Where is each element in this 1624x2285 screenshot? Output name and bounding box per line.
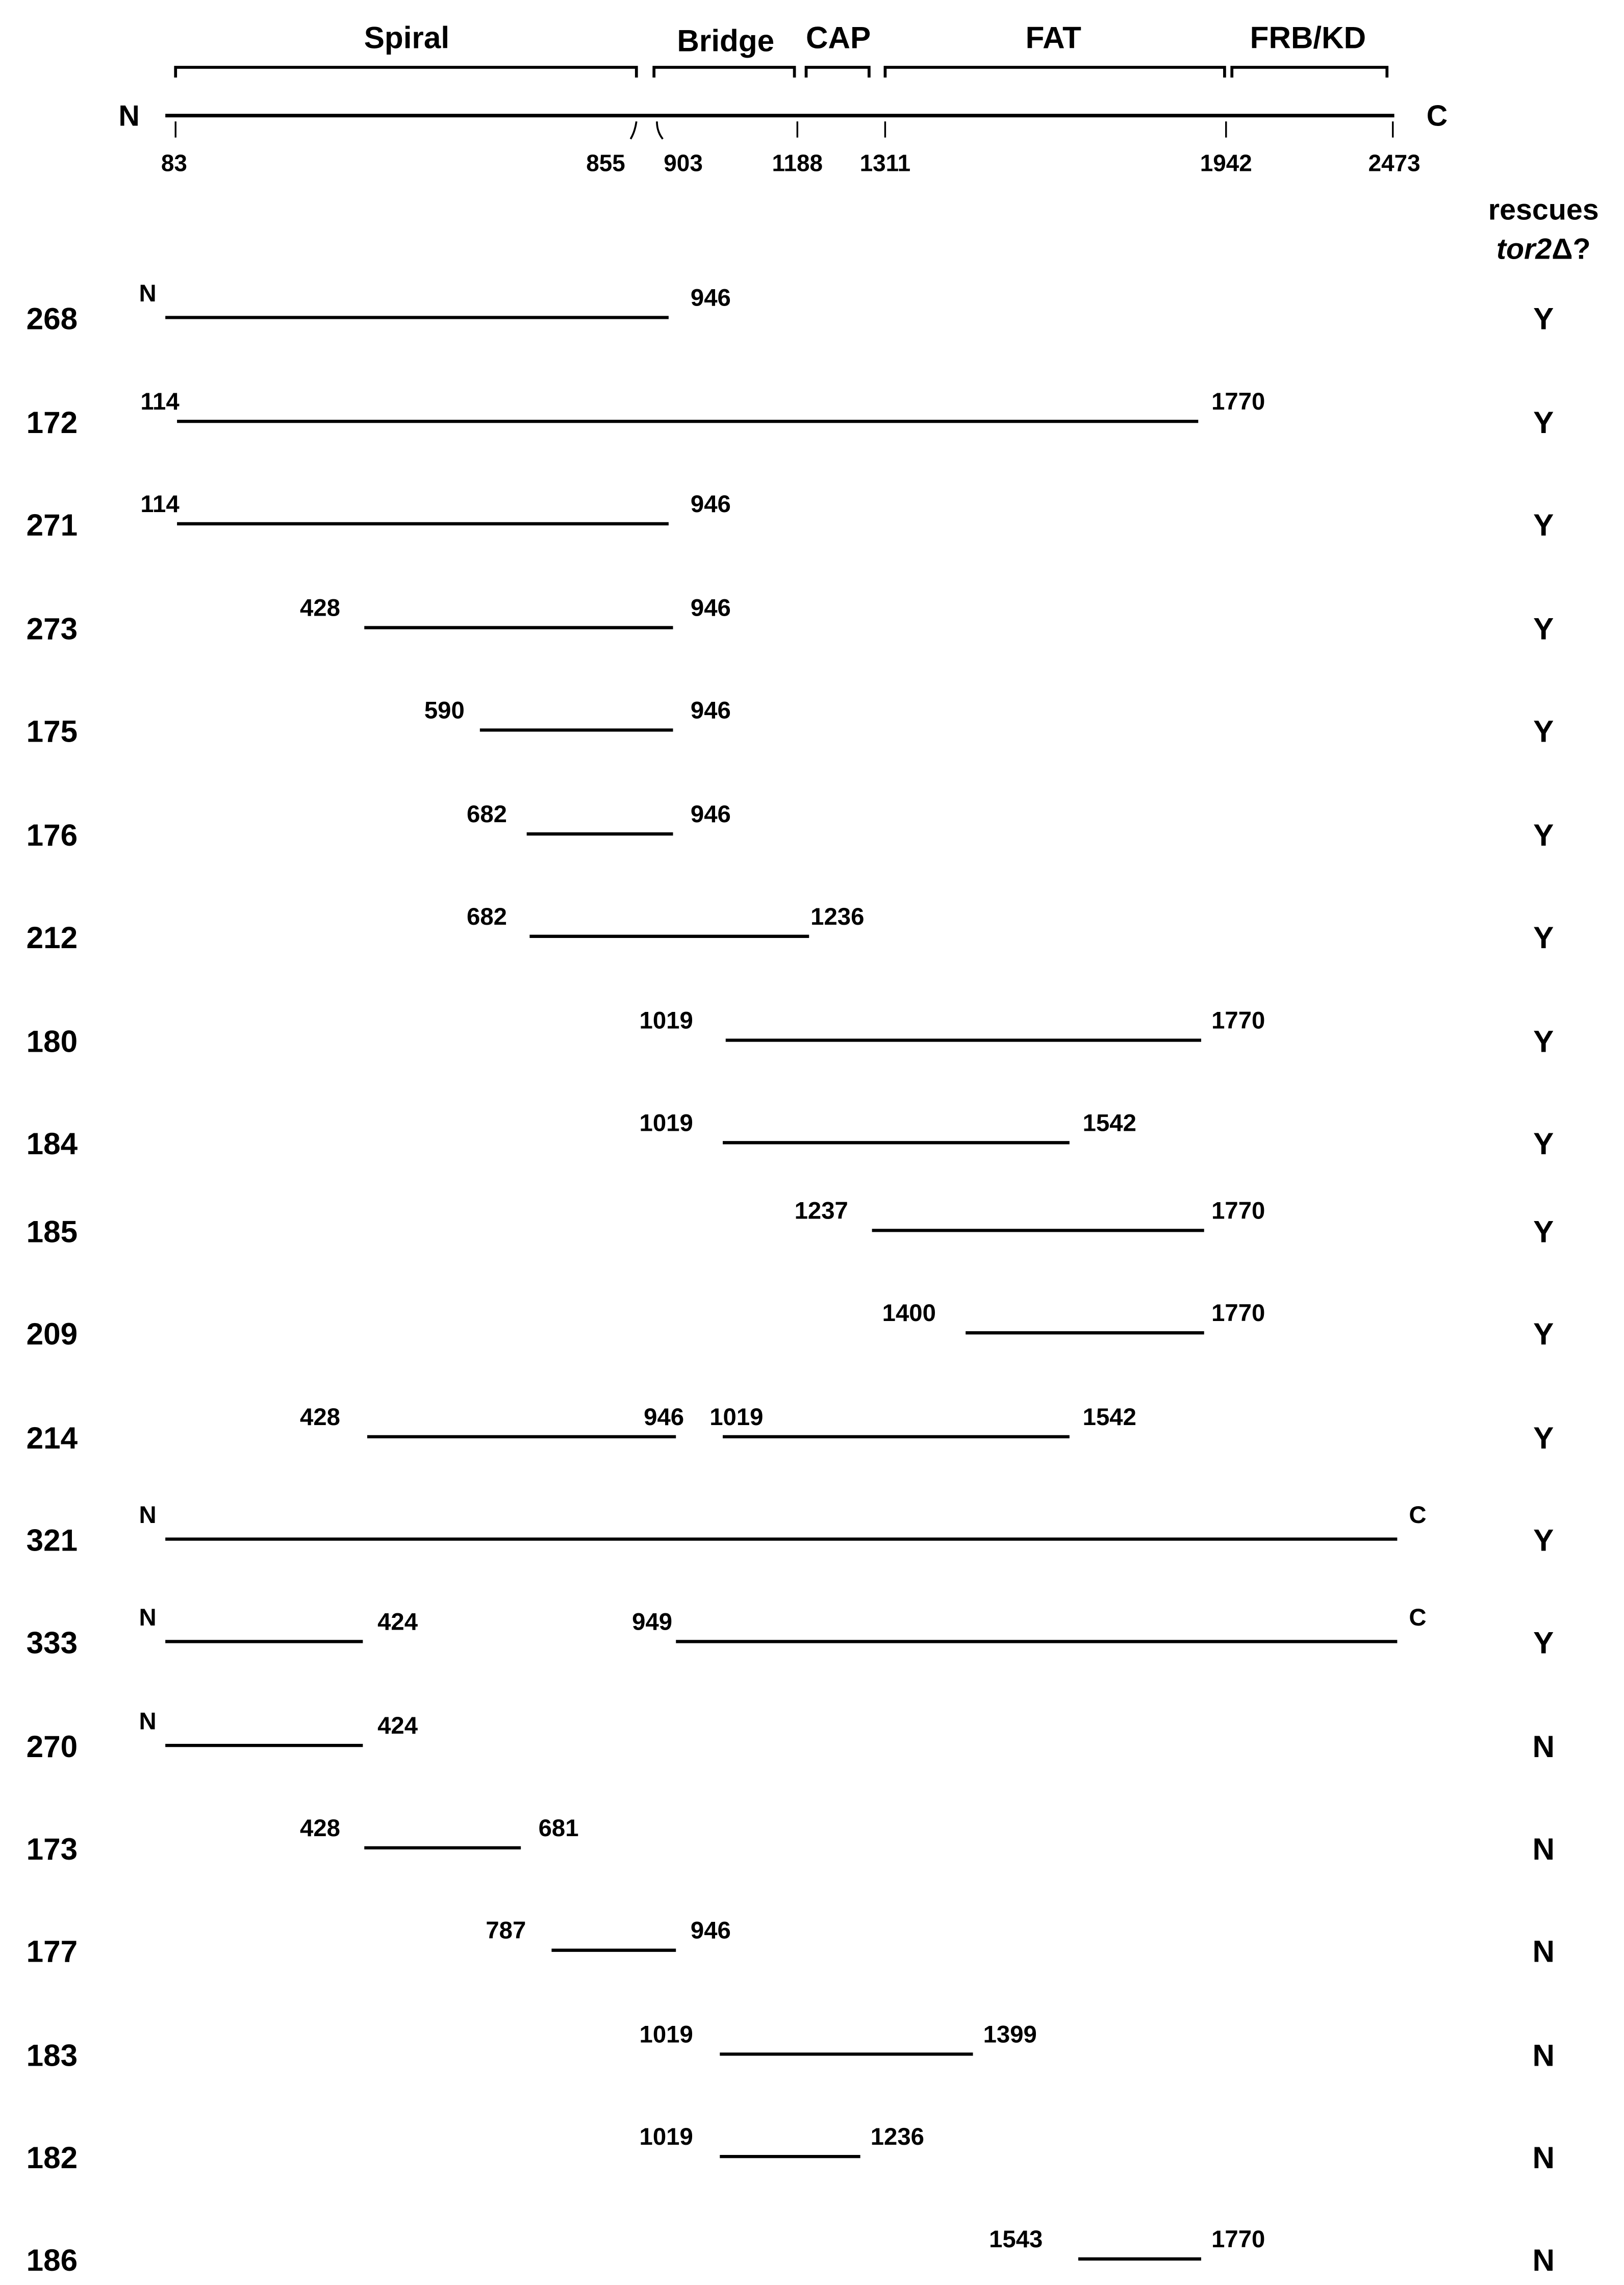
construct-id: 214 <box>26 1420 78 1455</box>
construct-row <box>27 1502 1554 1558</box>
rescue-result: Y <box>1533 1126 1554 1161</box>
residue-label: 428 <box>300 594 340 622</box>
residue-label: C <box>1409 1604 1427 1631</box>
domain-label-spiral: Spiral <box>364 20 450 55</box>
residue-label: 787 <box>486 1917 526 1944</box>
residue-label: 946 <box>690 594 731 622</box>
construct-id: 172 <box>26 405 78 440</box>
construct-id: 173 <box>26 1831 78 1866</box>
residue-label: 1019 <box>709 1403 764 1431</box>
residue-label: 946 <box>690 801 731 828</box>
construct-id: 182 <box>26 2140 78 2175</box>
domain-label-frb-kd: FRB/KD <box>1250 20 1366 55</box>
residue-label: N <box>139 280 157 307</box>
residue-label: 1019 <box>639 2123 693 2151</box>
construct-id: 321 <box>26 1522 78 1558</box>
bracket-spiral <box>175 67 637 78</box>
construct-id: 183 <box>26 2038 78 2073</box>
bracket-frb-kd <box>1232 67 1387 78</box>
bracket-cap <box>806 67 869 78</box>
residue-label: 428 <box>300 1814 340 1842</box>
axis-c-terminus: C <box>1426 99 1448 133</box>
construct-row <box>27 280 1554 336</box>
residue-label: 1542 <box>1082 1403 1136 1431</box>
residue-label: 1400 <box>882 1300 936 1327</box>
construct-row <box>27 2021 1555 2072</box>
residue-label: 1770 <box>1211 1300 1265 1327</box>
construct-row <box>27 1007 1554 1059</box>
rescue-result: Y <box>1533 1522 1554 1558</box>
construct-id: 186 <box>26 2242 78 2277</box>
residue-label: 1019 <box>639 1109 693 1137</box>
rescue-result: Y <box>1533 1420 1554 1455</box>
construct-row <box>27 1404 1554 1455</box>
rescue-result: N <box>1532 2242 1555 2277</box>
construct-id: 176 <box>26 817 78 852</box>
rescue-result: Y <box>1533 1214 1554 1249</box>
rescue-result: N <box>1532 2140 1555 2175</box>
residue-label: 114 <box>140 490 180 518</box>
construct-row <box>27 903 1554 955</box>
construct-row <box>27 1815 1555 1866</box>
residue-label: 682 <box>467 903 507 930</box>
residue-label: 1236 <box>810 903 865 930</box>
rescue-result: N <box>1532 1729 1555 1764</box>
residue-label: N <box>139 1502 157 1529</box>
construct-row <box>27 1197 1554 1249</box>
rescue-result: Y <box>1533 611 1554 646</box>
residue-label: 946 <box>690 490 731 518</box>
residue-label: 946 <box>690 697 731 724</box>
rescue-column-header-line1: rescues <box>1488 193 1599 226</box>
rescue-result: Y <box>1533 405 1554 440</box>
residue-label: 424 <box>377 1712 418 1740</box>
rescue-result: N <box>1532 2038 1555 2073</box>
construct-id: 184 <box>26 1126 78 1161</box>
tick-label: 903 <box>664 149 703 176</box>
residue-label: N <box>139 1604 157 1631</box>
residue-label: 1770 <box>1211 2225 1265 2253</box>
construct-row <box>27 801 1554 852</box>
break-mark-right <box>657 121 663 139</box>
tick-label: 1942 <box>1200 149 1252 176</box>
construct-row <box>27 595 1554 646</box>
bracket-fat <box>885 67 1224 78</box>
rescue-result: N <box>1532 1831 1555 1866</box>
domain-label-bridge: Bridge <box>677 23 775 58</box>
rescue-result: Y <box>1533 1024 1554 1059</box>
rescue-result: Y <box>1533 714 1554 749</box>
construct-rows <box>27 280 1555 2277</box>
rescue-column-header-line2 <box>1496 233 1591 266</box>
construct-id: 177 <box>26 1934 78 1969</box>
construct-row <box>27 491 1554 542</box>
residue-label: 1543 <box>989 2225 1043 2253</box>
rescue-result: Y <box>1533 920 1554 955</box>
bracket-bridge <box>654 67 794 78</box>
residue-label: 590 <box>424 697 465 724</box>
tick-label: 1188 <box>772 149 823 176</box>
construct-id: 268 <box>26 301 78 336</box>
rescue-result: N <box>1532 1934 1555 1969</box>
tick-label: 83 <box>161 149 187 176</box>
break-mark-left <box>630 121 636 139</box>
construct-row <box>27 2123 1555 2175</box>
domain-label-fat: FAT <box>1025 20 1081 55</box>
residue-label: 1770 <box>1211 1197 1265 1225</box>
residue-label: 114 <box>140 388 180 416</box>
domain-label-cap: CAP <box>806 20 871 55</box>
construct-id: 333 <box>26 1625 78 1660</box>
rescue-result: Y <box>1533 1625 1554 1660</box>
residue-label: 1019 <box>639 1007 693 1034</box>
rescue-result: Y <box>1533 301 1554 336</box>
residue-label: 949 <box>632 1608 673 1636</box>
construct-row <box>27 1109 1554 1161</box>
axis-n-terminus: N <box>118 99 140 133</box>
residue-label: 682 <box>467 801 507 828</box>
residue-label: 1236 <box>870 2123 925 2151</box>
construct-id: 180 <box>26 1024 78 1059</box>
construct-id: 175 <box>26 714 78 749</box>
residue-label: 1770 <box>1211 388 1265 416</box>
construct-id: 271 <box>26 507 78 542</box>
domain-map <box>118 20 1598 266</box>
residue-label: C <box>1409 1502 1427 1529</box>
construct-row <box>27 1604 1554 1660</box>
rescue-result: Y <box>1533 1316 1554 1352</box>
residue-label: 1542 <box>1082 1109 1136 1137</box>
construct-id: 209 <box>26 1316 78 1352</box>
residue-label: 428 <box>300 1403 340 1431</box>
construct-row <box>27 2226 1555 2277</box>
construct-row <box>27 388 1554 440</box>
residue-label: 1770 <box>1211 1007 1265 1034</box>
residue-label: 946 <box>690 284 731 312</box>
construct-row <box>27 697 1554 748</box>
construct-id: 273 <box>26 611 78 646</box>
residue-label: N <box>139 1708 157 1735</box>
construct-id: 270 <box>26 1729 78 1764</box>
construct-row <box>27 1300 1554 1351</box>
residue-label: 946 <box>644 1403 684 1431</box>
residue-label: 946 <box>690 1917 731 1944</box>
construct-id: 185 <box>26 1214 78 1249</box>
residue-label: 1019 <box>639 2021 693 2048</box>
rescue-result: Y <box>1533 507 1554 542</box>
tick-label: 2473 <box>1368 149 1420 176</box>
rescue-result: Y <box>1533 817 1554 852</box>
construct-id: 212 <box>26 920 78 955</box>
residue-label: 681 <box>538 1814 579 1842</box>
tick-label: 855 <box>586 149 625 176</box>
construct-row <box>27 1708 1555 1764</box>
residue-label: 1237 <box>794 1197 848 1225</box>
residue-label: 424 <box>377 1608 418 1636</box>
gene-name: tor2 <box>1496 233 1552 266</box>
construct-row <box>27 1917 1555 1969</box>
header-suffix: Δ? <box>1552 233 1591 266</box>
residue-label: 1399 <box>983 2021 1037 2048</box>
tick-label: 1311 <box>859 149 911 176</box>
